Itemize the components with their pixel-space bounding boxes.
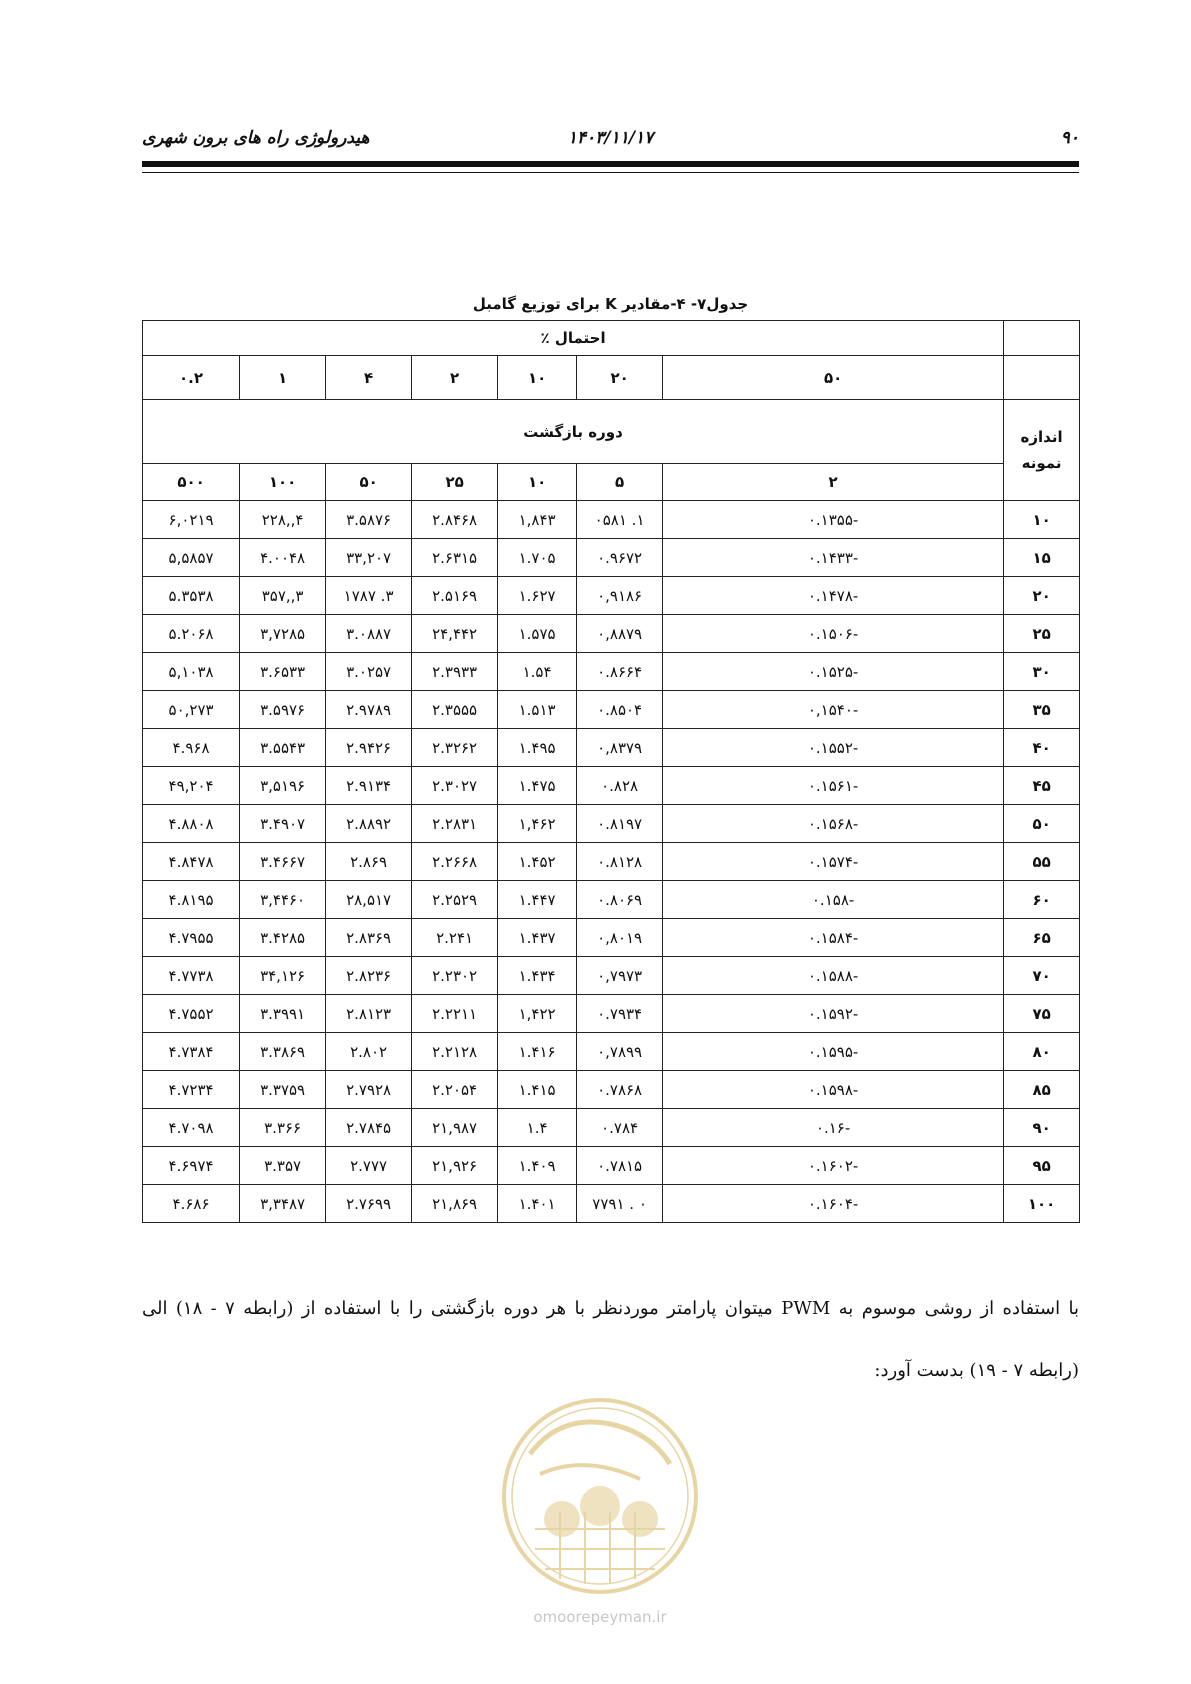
sample-size-cell: ۱۰ — [1004, 501, 1080, 539]
paragraph-line-1: با استفاده از روشی موسوم به PWM میتوان پارامتر موردنظر با هر دوره بازگشتی را با استفاده از (رابطه ۷ - ۱۸) الی — [142, 1298, 1079, 1319]
corner-cell — [1004, 356, 1080, 400]
k-value-cell: ۰.۹۶۷۲ — [577, 539, 663, 577]
page-number: ۹۰ — [1060, 128, 1079, 148]
k-value-cell: ۵۰,۲۷۳ — [143, 691, 240, 729]
return-period-cell: ۵۰۰ — [143, 464, 240, 501]
k-value-cell: ۳,۵۱۹۶ — [240, 767, 326, 805]
sample-size-cell: ۱۰۰ — [1004, 1185, 1080, 1223]
k-value-cell: ۱,۸۴۳ — [498, 501, 577, 539]
k-value-cell: ۳.۳۶۶ — [240, 1109, 326, 1147]
sample-size-cell: ۵۰ — [1004, 805, 1080, 843]
sample-size-cell: ۷۵ — [1004, 995, 1080, 1033]
k-value-cell: ۰.۸۶۶۴ — [577, 653, 663, 691]
k-value-cell: ۴.۷۲۳۴ — [143, 1071, 240, 1109]
table-row — [143, 1109, 1080, 1147]
return-period-cell: ۱۰۰ — [240, 464, 326, 501]
k-value-cell: ۳.۴۲۸۵ — [240, 919, 326, 957]
watermark-script-2 — [540, 1465, 640, 1479]
k-value-cell: ۲.۳۰۲۷ — [412, 767, 498, 805]
k-value-cell: ۲.۷۶۹۹ — [326, 1185, 412, 1223]
k-value-cell: ۲۱,۸۶۹ — [412, 1185, 498, 1223]
watermark-gear-right — [622, 1501, 658, 1537]
k-value-cell: ۳.۰۲۵۷ — [326, 653, 412, 691]
k-value-cell: -۰.۱۵۹۸ — [663, 1071, 1004, 1109]
k-value-cell: ۱.۶۲۷ — [498, 577, 577, 615]
sample-size-cell: ۹۰ — [1004, 1109, 1080, 1147]
sample-size-cell: ۲۰ — [1004, 577, 1080, 615]
k-value-cell: ۳.۵۵۴۳ — [240, 729, 326, 767]
k-value-cell: ۴.۷۰۹۸ — [143, 1109, 240, 1147]
k-value-cell: ۰.۸۰۶۹ — [577, 881, 663, 919]
k-value-cell: ۲.۲۵۲۹ — [412, 881, 498, 919]
header-rule-thick — [142, 161, 1079, 167]
k-value-cell: ۲.۲۴۱ — [412, 919, 498, 957]
sample-size-header — [1004, 400, 1080, 501]
sample-size-cell: ۲۵ — [1004, 615, 1080, 653]
k-value-cell: ۲.۹۱۳۴ — [326, 767, 412, 805]
k-value-cell: -۰.۱۵۲۵ — [663, 653, 1004, 691]
table-row — [143, 881, 1080, 919]
probability-cell: ۵۰ — [663, 356, 1004, 400]
k-value-cell: ۴.۸۱۹۵ — [143, 881, 240, 919]
table-row — [143, 1071, 1080, 1109]
k-value-cell: ۲.۳۵۵۵ — [412, 691, 498, 729]
k-value-cell: ۲.۹۷۸۹ — [326, 691, 412, 729]
table-row — [143, 1147, 1080, 1185]
probability-header-row — [143, 321, 1080, 356]
k-value-cell: ۴.۸۴۷۸ — [143, 843, 240, 881]
k-value-cell: -۰.۱۵۵۲ — [663, 729, 1004, 767]
gumbel-k-table — [142, 320, 1080, 1223]
return-period-cell: ۲۵ — [412, 464, 498, 501]
watermark-text: omoorepeyman.ir — [533, 1608, 667, 1626]
sample-size-cell: ۸۰ — [1004, 1033, 1080, 1071]
k-value-cell: ۲.۸۰۲ — [326, 1033, 412, 1071]
k-value-cell: ۳.۵۸۷۶ — [326, 501, 412, 539]
k-value-cell: -۰.۱۵۸۸ — [663, 957, 1004, 995]
table-row — [143, 957, 1080, 995]
table-row — [143, 805, 1080, 843]
k-value-cell: -۰.۱۴۳۳ — [663, 539, 1004, 577]
sample-size-cell: ۸۵ — [1004, 1071, 1080, 1109]
sample-size-cell: ۶۰ — [1004, 881, 1080, 919]
k-value-cell: -۰.۱۶ — [663, 1109, 1004, 1147]
k-value-cell: ۴.۹۶۸ — [143, 729, 240, 767]
k-value-cell: ۰.۸۵۰۴ — [577, 691, 663, 729]
k-value-cell: ۱.۴۴۷ — [498, 881, 577, 919]
k-value-cell: ۲.۲۸۳۱ — [412, 805, 498, 843]
k-value-cell: ۱.۵۴ — [498, 653, 577, 691]
k-value-cell: ۲۸,۵۱۷ — [326, 881, 412, 919]
return-period-header-row — [143, 400, 1080, 464]
return-period-values-row — [143, 464, 1080, 501]
k-value-cell: ۱,۴۲۲ — [498, 995, 577, 1033]
k-value-cell: ۲.۲۱۲۸ — [412, 1033, 498, 1071]
k-value-cell: ۰,۹۱۸۶ — [577, 577, 663, 615]
k-value-cell: ۲.۷۸۴۵ — [326, 1109, 412, 1147]
k-value-cell: ۰.۷۸۱۵ — [577, 1147, 663, 1185]
k-value-cell: -۰.۱۵۶۸ — [663, 805, 1004, 843]
k-value-cell: ۴.۶۹۷۴ — [143, 1147, 240, 1185]
sample-size-cell: ۱۵ — [1004, 539, 1080, 577]
probability-cell: ۰.۲ — [143, 356, 240, 400]
return-period-cell: ۱۰ — [498, 464, 577, 501]
k-value-cell: ۴.۸۸۰۸ — [143, 805, 240, 843]
header-date: ۱۴۰۳/۱۱/۱۷ — [567, 128, 654, 148]
k-value-cell: ۱. ۰۵۸۱ — [577, 501, 663, 539]
k-value-cell: -۰.۱۵۶۱ — [663, 767, 1004, 805]
k-value-cell: ۲.۸۶۹ — [326, 843, 412, 881]
k-value-cell: ۳.۳۷۵۹ — [240, 1071, 326, 1109]
k-value-cell: ۳.۰۸۸۷ — [326, 615, 412, 653]
k-value-cell: ۱.۴۹۵ — [498, 729, 577, 767]
corner-cell — [1004, 321, 1080, 356]
k-value-cell: ۴.۷۷۳۸ — [143, 957, 240, 995]
k-value-cell: ۳,۷۲۸۵ — [240, 615, 326, 653]
k-value-cell: ۲.۸۱۲۳ — [326, 995, 412, 1033]
table-row — [143, 1185, 1080, 1223]
k-value-cell: ۲.۸۴۶۸ — [412, 501, 498, 539]
k-value-cell: ۵.۳۵۳۸ — [143, 577, 240, 615]
return-period-cell: ۵ — [577, 464, 663, 501]
k-value-cell: ۳.۶۵۳۳ — [240, 653, 326, 691]
watermark-gear-center — [580, 1486, 620, 1526]
k-value-cell: ۱.۴ — [498, 1109, 577, 1147]
k-value-cell: ۲۱,۹۲۶ — [412, 1147, 498, 1185]
k-value-cell: ۲.۸۸۹۲ — [326, 805, 412, 843]
table-caption: جدول۷- ۴-مقادیر K برای توزیع گامبل — [472, 295, 749, 313]
k-value-cell: ۴.۰۰۴۸ — [240, 539, 326, 577]
sample-size-label-2: نمونه — [1021, 454, 1062, 472]
sample-size-label-1: اندازه — [1020, 428, 1063, 446]
k-value-cell: ۲۱,۹۸۷ — [412, 1109, 498, 1147]
watermark-logo — [490, 1384, 710, 1634]
k-value-cell: ۵,۵۸۵۷ — [143, 539, 240, 577]
k-value-cell: ۶,۰۲۱۹ — [143, 501, 240, 539]
k-value-cell: ۳.۴۹۰۷ — [240, 805, 326, 843]
k-value-cell: ۳. ۱۷۸۷ — [326, 577, 412, 615]
k-value-cell: ۱.۴۷۵ — [498, 767, 577, 805]
k-value-cell: ۲.۹۴۲۶ — [326, 729, 412, 767]
probability-cell: ۱ — [240, 356, 326, 400]
k-value-cell: ۲.۲۲۱۱ — [412, 995, 498, 1033]
k-value-cell: -۰.۱۵۹۲ — [663, 995, 1004, 1033]
k-value-cell: ۲.۲۳۰۲ — [412, 957, 498, 995]
k-value-cell: ۵,۱۰۳۸ — [143, 653, 240, 691]
k-value-cell: ۳.۴۶۶۷ — [240, 843, 326, 881]
k-value-cell: ۱.۴۵۲ — [498, 843, 577, 881]
k-value-cell: ۱.۴۰۱ — [498, 1185, 577, 1223]
table-row — [143, 577, 1080, 615]
k-value-cell: ۱.۵۱۳ — [498, 691, 577, 729]
k-value-cell: -۰.۱۵۷۴ — [663, 843, 1004, 881]
sample-size-cell: ۴۵ — [1004, 767, 1080, 805]
k-value-cell: ۳۴,۱۲۶ — [240, 957, 326, 995]
k-value-cell: ۴.۷۵۵۲ — [143, 995, 240, 1033]
table-row — [143, 615, 1080, 653]
k-value-cell: ۰.۸۲۸ — [577, 767, 663, 805]
k-value-cell: ۱.۷۰۵ — [498, 539, 577, 577]
watermark-script — [530, 1422, 670, 1464]
k-value-cell: ۲.۵۱۶۹ — [412, 577, 498, 615]
table-row — [143, 919, 1080, 957]
k-value-cell: ۰.۷۹۳۴ — [577, 995, 663, 1033]
k-value-cell: ۲.۷۷۷ — [326, 1147, 412, 1185]
k-value-cell: -۰,۱۵۴۰ — [663, 691, 1004, 729]
k-value-cell: ۲.۲۰۵۴ — [412, 1071, 498, 1109]
k-value-cell: -۰.۱۶۰۴ — [663, 1185, 1004, 1223]
k-value-cell: ۰.۸۱۲۸ — [577, 843, 663, 881]
table-row — [143, 653, 1080, 691]
k-value-cell: ۰.۷۸۶۸ — [577, 1071, 663, 1109]
k-value-cell: ۳.۵۹۷۶ — [240, 691, 326, 729]
k-value-cell: ۲.۶۳۱۵ — [412, 539, 498, 577]
watermark-gear-left — [544, 1501, 580, 1537]
probability-label: احتمال ٪ — [143, 321, 1004, 356]
k-value-cell: -۰.۱۵۰۶ — [663, 615, 1004, 653]
k-value-cell: ۳.۳۹۹۱ — [240, 995, 326, 1033]
sample-size-cell: ۷۰ — [1004, 957, 1080, 995]
k-value-cell: ۳,۴۴۶۰ — [240, 881, 326, 919]
k-value-cell: ۰,۷۸۹۹ — [577, 1033, 663, 1071]
k-value-cell: ۰ . ۷۷۹۱ — [577, 1185, 663, 1223]
k-value-cell: ۱.۴۳۷ — [498, 919, 577, 957]
book-title: هیدرولوژی راه های برون شهری — [142, 128, 370, 148]
k-value-cell: ۰,۸۳۷۹ — [577, 729, 663, 767]
k-value-cell: ۲۴,۴۴۲ — [412, 615, 498, 653]
table-row — [143, 539, 1080, 577]
k-value-cell: ۱.۴۱۶ — [498, 1033, 577, 1071]
k-value-cell: -۰.۱۵۸۴ — [663, 919, 1004, 957]
sample-size-cell: ۹۵ — [1004, 1147, 1080, 1185]
table-row — [143, 995, 1080, 1033]
k-value-cell: ۰.۷۸۴ — [577, 1109, 663, 1147]
header-rule-thin — [142, 172, 1079, 173]
k-value-cell: ۳۳,۲۰۷ — [326, 539, 412, 577]
table-row — [143, 843, 1080, 881]
k-value-cell: ۴.۷۹۵۵ — [143, 919, 240, 957]
k-value-cell: ۰,۸۸۷۹ — [577, 615, 663, 653]
sample-size-cell: ۴۰ — [1004, 729, 1080, 767]
k-value-cell: ۳,۳۴۸۷ — [240, 1185, 326, 1223]
k-value-cell: ۳.۳۸۶۹ — [240, 1033, 326, 1071]
k-value-cell: -۰.۱۴۷۸ — [663, 577, 1004, 615]
k-value-cell: ۲.۲۶۶۸ — [412, 843, 498, 881]
k-value-cell: -۰.۱۵۹۵ — [663, 1033, 1004, 1071]
paragraph-line-2: (رابطه ۷ - ۱۹) بدست آورد: — [874, 1360, 1079, 1381]
k-value-cell: ۴.۷۳۸۴ — [143, 1033, 240, 1071]
k-value-cell: ۱.۴۳۴ — [498, 957, 577, 995]
return-period-cell: ۲ — [663, 464, 1004, 501]
sample-size-cell: ۵۵ — [1004, 843, 1080, 881]
k-value-cell: ۲.۳۹۳۳ — [412, 653, 498, 691]
sample-size-cell: ۳۵ — [1004, 691, 1080, 729]
k-value-cell: ۵.۲۰۶۸ — [143, 615, 240, 653]
k-value-cell: ۱.۵۷۵ — [498, 615, 577, 653]
k-value-cell: ۲.۸۲۳۶ — [326, 957, 412, 995]
return-period-cell: ۵۰ — [326, 464, 412, 501]
k-value-cell: -۰.۱۶۰۲ — [663, 1147, 1004, 1185]
table-row — [143, 1033, 1080, 1071]
sample-size-cell: ۳۰ — [1004, 653, 1080, 691]
table-row — [143, 501, 1080, 539]
probability-cell: ۲ — [412, 356, 498, 400]
probability-values-row — [143, 356, 1080, 400]
k-value-cell: ۲.۳۲۶۲ — [412, 729, 498, 767]
probability-cell: ۴ — [326, 356, 412, 400]
k-value-cell: ۴۹,۲۰۴ — [143, 767, 240, 805]
probability-cell: ۲۰ — [577, 356, 663, 400]
probability-cell: ۱۰ — [498, 356, 577, 400]
table-row — [143, 729, 1080, 767]
k-value-cell: ۰,۷۹۷۳ — [577, 957, 663, 995]
k-value-cell: ۲.۷۹۲۸ — [326, 1071, 412, 1109]
k-value-cell: ۲.۸۳۶۹ — [326, 919, 412, 957]
table-row — [143, 767, 1080, 805]
table-row — [143, 691, 1080, 729]
k-value-cell: ۴.۶۸۶ — [143, 1185, 240, 1223]
k-value-cell: ۱.۴۱۵ — [498, 1071, 577, 1109]
sample-size-cell: ۶۵ — [1004, 919, 1080, 957]
k-value-cell: ۳.۳۵۷ — [240, 1147, 326, 1185]
page-header — [142, 128, 1079, 158]
k-value-cell: -۰.۱۳۵۵ — [663, 501, 1004, 539]
k-value-cell: ۰,۸۰۱۹ — [577, 919, 663, 957]
k-value-cell: ۰.۸۱۹۷ — [577, 805, 663, 843]
k-value-cell: -۰.۱۵۸ — [663, 881, 1004, 919]
k-value-cell: ۴,,۲۲۸ — [240, 501, 326, 539]
return-period-label: دوره بازگشت — [143, 400, 1004, 464]
k-value-cell: ۱,۴۶۲ — [498, 805, 577, 843]
k-value-cell: ۱.۴۰۹ — [498, 1147, 577, 1185]
k-value-cell: ۳,,۳۵۷ — [240, 577, 326, 615]
